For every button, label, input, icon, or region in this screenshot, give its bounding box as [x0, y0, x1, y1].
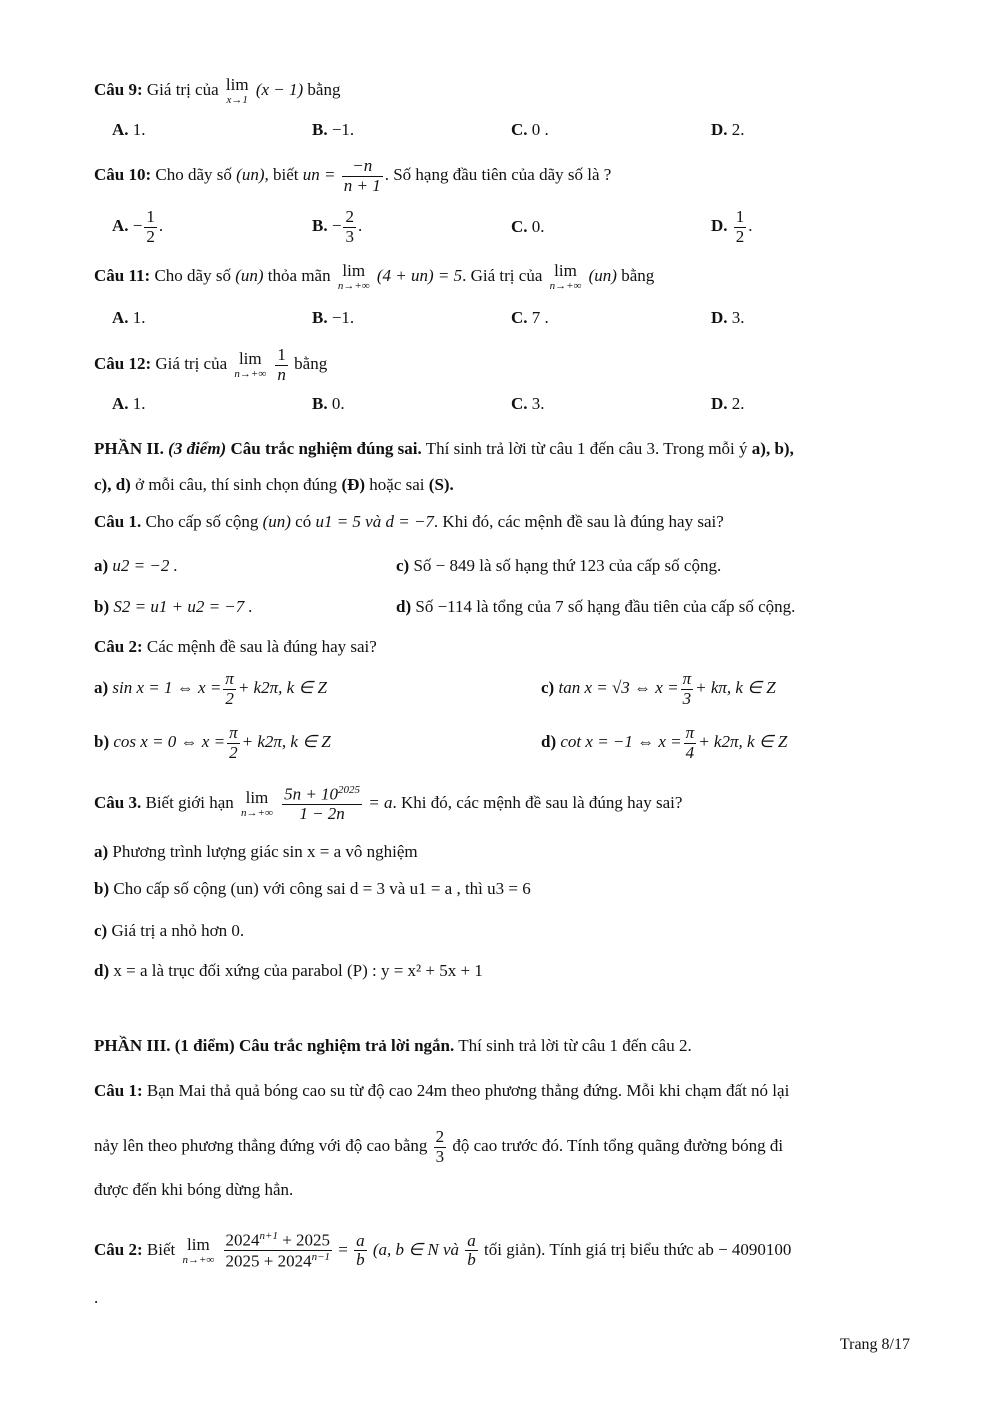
part2-heading-line2: c), d) ở mỗi câu, thí sinh chọn đúng (Đ) hoặc sai (S). [94, 475, 454, 494]
q12-label: Câu 12: [94, 354, 152, 374]
p2q1-item-b[interactable]: b) S2 = u1 + u2 = −7 . [94, 597, 253, 616]
p2q3-item-b[interactable]: b) Cho cấp số cộng (un) với công sai d = 3 và u1 = a , thì u3 = 6 [94, 879, 531, 898]
q11-limit-1: lim n→+∞ [337, 261, 370, 292]
p2q2-item-c[interactable]: c) tan x = √3 ⇔ x = $\frac{\pi}{3}$ + kπ, k ∈ Z [541, 669, 776, 708]
q11-option-a[interactable]: A. 1. [112, 308, 146, 327]
q11-mid: thỏa mãn [267, 265, 331, 285]
p2q2-item-b[interactable]: b) cos x = 0 ⇔ x = $\frac{\pi}{2}$ + k2π, k ∈ Z [94, 723, 331, 762]
p3q2-stem: Câu 2: Biết lim n→+∞ $\frac{2024^{n+1} + 2025}{2025 + 2024^{n-1}}$ = $\frac{a}{b}$ (a, b ∈ N và $\frac{a}{b}$ tối giản). Tính giá trị biểu thức ab − 4090100 [94, 1230, 792, 1271]
p3q2-fraction: $\frac{2024^{n+1} + 2025}{2025 + 2024^{n-1}}$ [225, 1230, 331, 1271]
q10-option-b[interactable]: B. − $\frac{2}{3}$ . [312, 207, 363, 246]
q11-option-d[interactable]: D. 3. [711, 308, 745, 327]
q9-option-b[interactable]: B. −1. [312, 120, 355, 139]
q12-option-d[interactable]: D. 2. [711, 394, 745, 413]
q12-option-c[interactable]: C. 3. [511, 394, 545, 413]
p2q3-fraction: $\frac{5n + 10^{2025}}{1 - 2n}$ [284, 784, 361, 824]
q10-option-a[interactable]: A. − $\frac{1}{2}$ . [112, 207, 164, 246]
q12-option-b[interactable]: B. 0. [312, 394, 345, 413]
q11-mid2: . Giá trị của [462, 265, 543, 285]
q10-option-c[interactable]: C. 0. [511, 217, 545, 236]
q10-mid: , biết [264, 165, 299, 185]
p3q2-ab-fraction-2: $\frac{a}{b}$ [467, 1230, 476, 1270]
q10-stem [94, 157, 611, 195]
q9-option-c[interactable]: C. 0 . [511, 120, 549, 139]
p2q2-stem: Câu 2: Các mệnh đề sau là đúng hay sai? [94, 637, 377, 656]
part3-heading: PHẦN III. (1 điểm) Câu trắc nghiệm trả lời ngắn. Thí sinh trả lời từ câu 1 đến câu 2. [94, 1036, 692, 1055]
q12-fraction: $\frac{1}{n}$ [277, 345, 286, 384]
page-number: Trang 8/17 [839, 1336, 910, 1353]
p2q2-item-a[interactable]: a) sin x = 1 ⇔ x = $\frac{\pi}{2}$ + k2π, k ∈ Z [94, 669, 327, 708]
q11-option-b[interactable]: B. −1. [312, 308, 355, 327]
q10-label: Câu 10: [94, 165, 152, 185]
q10-option-d[interactable]: D. $\frac{1}{2}$ . [711, 207, 753, 246]
p2q1-item-c[interactable]: c) Số − 849 là số hạng thứ 123 của cấp số cộng. [396, 556, 722, 575]
p2q1-item-d[interactable]: d) Số −114 là tổng của 7 số hạng đầu tiên của cấp số cộng. [396, 597, 796, 616]
q9-tail: bằng [307, 79, 341, 99]
p3q2-dot: . [94, 1288, 99, 1307]
p3q1-line2: nảy lên theo phương thẳng đứng với độ cao bằng $\frac{2}{3}$ độ cao trước đó. Tính tổng quãng đường bóng đi [94, 1127, 784, 1166]
q10-un: un = [302, 165, 336, 185]
p2q3-item-a[interactable]: a) Phương trình lượng giác sin x = a vô nghiệm [94, 842, 418, 861]
p2q3-item-c[interactable]: c) Giá trị a nhỏ hơn 0. [94, 921, 245, 940]
q9-option-d[interactable]: D. 2. [711, 120, 745, 139]
q10-seq: (un) [236, 165, 265, 185]
p2q1-item-a[interactable]: a) u2 = −2 . [94, 556, 178, 575]
p3q1-line3: được đến khi bóng dừng hẳn. [94, 1180, 294, 1199]
q12-limit: lim n→+∞ [234, 349, 267, 381]
p2q1-stem: Câu 1. Cho cấp số cộng (un) có u1 = 5 và d = −7. Khi đó, các mệnh đề sau là đúng hay sai? [94, 512, 724, 531]
q12-stem [94, 346, 327, 384]
q11-seq: (un) [235, 265, 264, 285]
q11-expr2: (un) [588, 265, 617, 285]
q11-tail: bằng [621, 265, 655, 285]
q12-tail: bằng [294, 354, 328, 374]
q11-stem [94, 262, 654, 292]
q10-text: Cho dãy số [155, 165, 232, 185]
q12-option-a[interactable]: A. 1. [112, 394, 146, 413]
q10-fraction: $\frac{-n}{n + 1}$ [343, 156, 381, 195]
q9-text: Giá trị của [146, 79, 219, 99]
p3q1-line1: Câu 1: Bạn Mai thả quả bóng cao su từ độ cao 24m theo phương thẳng đứng. Mỗi khi chạm đất nó lại [94, 1081, 790, 1100]
p3q1-fraction: $\frac{2}{3}$ [435, 1127, 445, 1166]
p2q3-item-d[interactable]: d) x = a là trục đối xứng của parabol (P) : y = x² + 5x + 1 [94, 961, 483, 980]
p3q2-limit: lim n→+∞ [182, 1234, 215, 1266]
q9-stem [94, 76, 340, 106]
p2q3-stem: Câu 3. Biết giới hạn lim n→+∞ $\frac{5n + 10^{2025}}{1 - 2n}$ = a. Khi đó, các mệnh đề sau là đúng hay sai? [94, 784, 683, 824]
p2q2-item-d[interactable]: d) cot x = −1 ⇔ x = $\frac{\pi}{4}$ + k2π, k ∈ Z [541, 723, 788, 762]
q11-label: Câu 11: [94, 265, 151, 285]
q9-limit: lim x→1 [225, 75, 249, 106]
q11-text: Cho dãy số [154, 265, 231, 285]
q11-option-c[interactable]: C. 7 . [511, 308, 549, 327]
part2-heading: PHẦN II. (3 điểm) Câu trắc nghiệm đúng sai. Thí sinh trả lời từ câu 1 đến câu 3. Trong mỗi ý a), b), [94, 439, 794, 458]
p3q2-ab-fraction: $\frac{a}{b}$ [356, 1230, 365, 1270]
q10-tail: . Số hạng đầu tiên của dãy số là ? [384, 165, 612, 185]
p2q3-limit: lim n→+∞ [241, 788, 273, 820]
q11-expr1: (4 + un) = 5 [376, 265, 463, 285]
q9-option-a[interactable]: A. 1. [112, 120, 146, 139]
q12-text: Giá trị của [155, 354, 228, 374]
q9-expr: (x − 1) [255, 79, 304, 99]
q9-label: Câu 9: [94, 79, 143, 99]
q11-limit-2: lim n→+∞ [549, 261, 582, 292]
